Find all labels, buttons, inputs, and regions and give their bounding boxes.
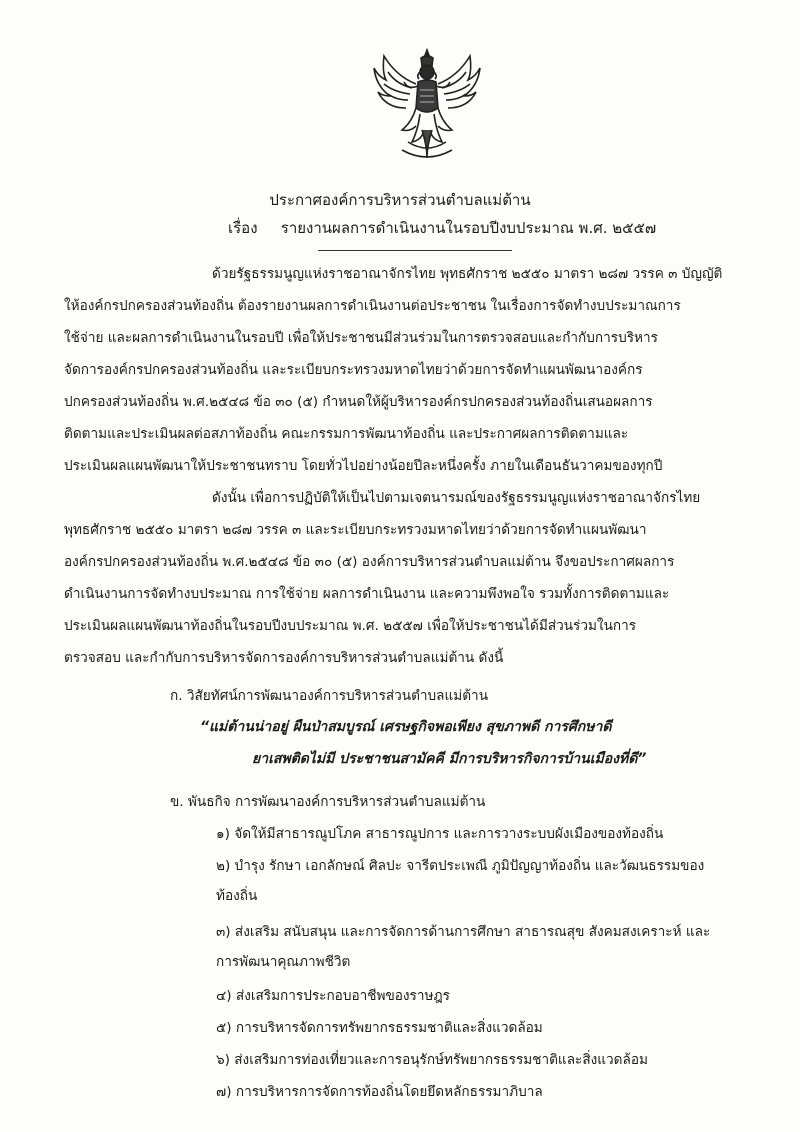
vision-statement-line: ยาเสพติดไม่มี ประชาชนสามัคคี มีการบริหารกิจการบ้านเมืองที่ดี”: [252, 751, 647, 767]
mission-item: ๖) ส่งเสริมการท่องเที่ยวและการอนุรักษ์ทรัพยากรธรรมชาติและสิ่งแวดล้อม: [216, 1052, 648, 1068]
paragraph2-line: ดังนั้น เพื่อการปฏิบัติให้เป็นไปตามเจตนารมณ์ของรัฐธรรมนูญแห่งราชอาณาจักรไทย: [212, 490, 701, 506]
garuda-emblem-icon: [372, 46, 482, 162]
mission-heading: ข. พันธกิจ การพัฒนาองค์การบริหารส่วนตำบลแม่ต้าน: [170, 794, 486, 810]
subject-line: [228, 216, 656, 240]
mission-item: ๓) ส่งเสริม สนับสนุน และการจัดการด้านการศึกษา สาธารณสุข สังคมสงเคราะห์ และ: [216, 924, 711, 940]
paragraph1-line: ใช้จ่าย และผลการดำเนินงานในรอบปี เพื่อให้ประชาชนมีส่วนร่วมในการตรวจสอบและกำกับการบริหาร: [64, 330, 658, 346]
vision-statement-line: “แม่ต้านน่าอยู่ ผืนป่าสมบูรณ์ เศรษฐกิจพอเพียง สุขภาพดี การศึกษาดี: [200, 719, 612, 735]
paragraph2-line: ประเมินผลแผนพัฒนาท้องถิ่นในรอบปีงบประมาณ พ.ศ. ๒๕๕๗ เพื่อให้ประชาชนได้มีส่วนร่วมในการ: [64, 618, 637, 634]
paragraph1-line: ประเมินผลแผนพัฒนาให้ประชาชนทราบ โดยทั่วไปอย่างน้อยปีละหนึ่งครั้ง ภายในเดือนธันวาคมของทุกปี: [64, 458, 663, 474]
paragraph2-line: พุทธศักราช ๒๕๕๐ มาตรา ๒๘๗ วรรค ๓ และระเบียบกระทรวงมหาดไทยว่าด้วยการจัดทำแผนพัฒนา: [64, 522, 647, 538]
paragraph1-line: ด้วยรัฐธรรมนูญแห่งราชอาณาจักรไทย พุทธศักราช ๒๕๕๐ มาตรา ๒๘๗ วรรค ๓ บัญญัติ: [212, 266, 723, 282]
document-title: ประกาศองค์การบริหารส่วนตำบลแม่ต้าน: [269, 191, 531, 209]
paragraph1-line: ติดตามและประเมินผลต่อสภาท้องถิ่น คณะกรรมการพัฒนาท้องถิ่น และประกาศผลการติดตามและ: [64, 426, 629, 442]
subject-key: เรื่อง: [228, 219, 258, 237]
title-underline: [318, 250, 512, 251]
mission-item-continued: ท้องถิ่น: [216, 888, 258, 904]
mission-item: ๔) ส่งเสริมการประกอบอาชีพของราษฎร: [216, 988, 450, 1004]
subject-text: รายงานผลการดำเนินงานในรอบปีงบประมาณ พ.ศ. ๒๕๕๗: [280, 219, 657, 237]
mission-item-continued: การพัฒนาคุณภาพชีวิต: [216, 954, 351, 970]
paragraph1-line: จัดการองค์กรปกครองส่วนท้องถิ่น และระเบียบกระทรวงมหาดไทยว่าด้วยการจัดทำแผนพัฒนาองค์กร: [64, 362, 643, 378]
paragraph2-line: ดำเนินงานการจัดทำงบประมาณ การใช้จ่าย ผลการดำเนินงาน และความพึงพอใจ รวมทั้งการติดตามและ: [64, 586, 670, 602]
paragraph1-line: ให้องค์กรปกครองส่วนท้องถิ่น ต้องรายงานผลการดำเนินงานต่อประชาชน ในเรื่องการจัดทำงบประมาณการ: [64, 298, 681, 314]
paragraph1-line: ปกครองส่วนท้องถิ่น พ.ศ.๒๕๔๘ ข้อ ๓๐ (๕) กำหนดให้ผู้บริหารองค์กรปกครองส่วนท้องถิ่นเสนอผลการ: [64, 394, 653, 410]
mission-item: ๕) การบริหารจัดการทรัพยากรธรรมชาติและสิ่งแวดล้อม: [216, 1020, 543, 1036]
mission-item: ๒) บำรุง รักษา เอกลักษณ์ ศิลปะ จารีตประเพณี ภูมิปัญญาท้องถิ่น และวัฒนธรรมของ: [216, 858, 705, 874]
mission-item: ๗) การบริหารการจัดการท้องถิ่นโดยยึดหลักธรรมาภิบาล: [216, 1084, 543, 1100]
vision-heading: ก. วิสัยทัศน์การพัฒนาองค์การบริหารส่วนตำบลแม่ต้าน: [170, 688, 488, 704]
paragraph2-line: องค์กรปกครองส่วนท้องถิ่น พ.ศ.๒๕๔๘ ข้อ ๓๐ (๕) องค์การบริหารส่วนตำบลแม่ต้าน จึงขอประกาศผลการ: [64, 554, 675, 570]
paragraph2-line: ตรวจสอบ และกำกับการบริหารจัดการองค์การบริหารส่วนตำบลแม่ต้าน ดังนี้: [64, 650, 504, 666]
mission-item: ๑) จัดให้มีสาธารณูปโภค สาธารณูปการ และการวางระบบผังเมืองของท้องถิ่น: [216, 826, 664, 842]
